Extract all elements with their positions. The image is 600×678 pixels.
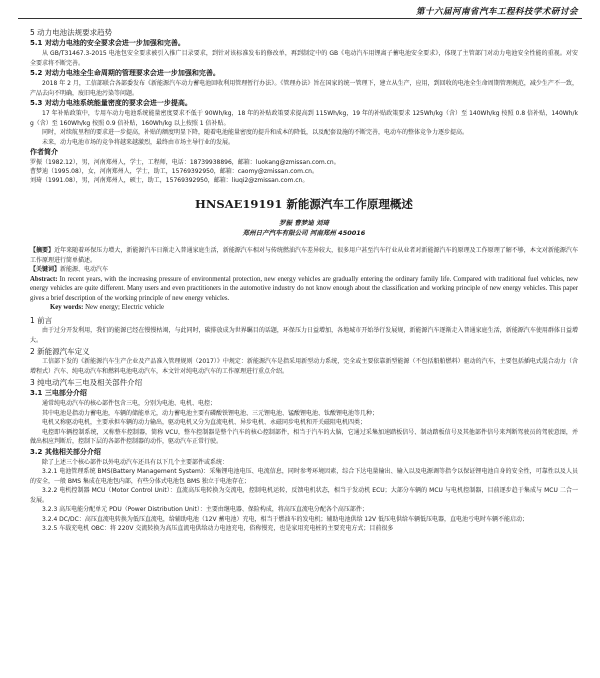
section-heading: 2 新能源汽车定义 <box>30 347 90 356</box>
paragraph: 电控即车辆控制系统，又称整车控制器，简称 VCU，整车控制器是整个汽车的核心控制部件，相当于汽车的大脑，它通过采集加速踏板信号、制动踏板信号及其他部件信号来判断驾驶员的驾驶意图，并做出相应判断后，控制下层的各部件控制器的动作，驱动汽车正常行驶。 <box>30 428 578 445</box>
running-header: 第十六届河南省汽车工程科技学术研讨会 <box>415 7 578 17</box>
abstract-en-label: Abstract: <box>30 275 58 283</box>
paragraph: 其中电池是指动力蓄电池，车辆的储能单元，动力蓄电池主要有磷酸铁锂电池、三元锂电池、锰酸锂电池、钛酸锂电池等几种； <box>42 409 379 417</box>
paragraph: 3.2.1 电池管理系统 BMS(Battery Management System)：采集锂电池电压、电流信息，同时参考环境因素，综合下达电量输出、输入以及电源调等指令以保证锂电池自身的安全性，可靠性以及人员的安全，一般 BMS 集成在电池包内部，有些分体式电池包 BMS 独立于电池存在； <box>30 468 578 485</box>
page-content <box>30 26 578 534</box>
section-heading: 3 纯电动汽车三电及相关部件介绍 <box>30 378 143 387</box>
paper-authors: 罗振 曹梦迪 刘琦 <box>278 219 330 227</box>
paper-affiliation: 郑州日产汽车有限公司 河南郑州 450016 <box>242 229 366 237</box>
author-bio: 曹梦迪（1995.08），女，河南郑州人，学士，助工，15769392950，邮箱：caomy@zmissan.com.cn。 <box>30 168 318 175</box>
section-heading: 1 前言 <box>30 316 53 325</box>
paragraph: 工信部下发的《新能源汽车生产企业及产品准入管理规则（2017）》中规定：新能源汽车是指采用新型动力系统，完全或主要依靠新型能源（不包括船舶燃料）驱动的汽车，主要包括插电式混合动力（含增程式）汽车、纯电动汽车和燃料电池电动汽车，本文针对纯电动汽车的工作原理进行重点介绍。 <box>30 358 578 375</box>
author-bio-heading: 作者简介 <box>30 148 58 156</box>
author-bio: 刘琦（1991.08），男，河南郑州人，硕士，助工，15769392950，邮箱：liuqi2@zmissan.com.cn。 <box>30 177 309 184</box>
subsection-heading: 3.2 其他相关部分介绍 <box>30 447 101 456</box>
header-rule <box>18 18 582 19</box>
paragraph: 未来，动力电池市场的竞争将越来越激烈，最终由市场主导行业的发展。 <box>42 138 235 146</box>
subsection-heading: 5.3 对动力电池系统能量密度的要求会进一步提高。 <box>30 99 192 107</box>
paragraph: 2018 年 2 月，工信部联合各部委发布《新能源汽车动力蓄电池回收利用管理暂行办法》。《管理办法》旨在国家的统一管理下，建立从生产，应用，到回收的电池全生命周期管理规范，减少生产不一致，产品去向不明确，废旧电池污染等问题。 <box>30 80 578 97</box>
paragraph: 通常纯电动汽车的核心部件包含三电，分别为电池、电机、电控； <box>42 400 217 407</box>
keywords-en <box>50 303 578 313</box>
paragraph: 3.2.3 高压电能分配单元 PDU（Power Distribution Unit）：主要由继电器、保险构成，将高压直流电分配各个高压部件； <box>42 506 368 513</box>
section-heading: 5 动力电池法规要求趋势 <box>30 28 113 37</box>
paragraph: 从 GB/T31467.3-2015 电池包安全要求被引入推广目录要求，到针对该标准发布的修改单，再到制定中的 GB《电动汽车用锂离子蓄电池安全要求》，体现了主管部门对动力电池安全性能的重视。对安全要求将不断完善。 <box>30 50 578 67</box>
paragraph: 17 年补贴政策中，专用车动力电池系统能量密度要求不低于 90Wh/kg，18 年的补贴政策要求提高到 115Wh/kg，19 年的补贴政策要求 125Wh/kg（含）至 140Wh/kg 按照 0.8 倍补贴，140Wh/kg（含）至 160Wh/kg 按照 0.9 倍补贴，160Wh/kg 以上按照 1 倍补贴。 <box>30 110 578 127</box>
paragraph: 3.2.4 DC/DC：高压直流电转换为低压直流电，给辅助电池（12V 蓄电池）充电，相当于燃油车的发电机；辅助电池供给 12V 低压电供给车辆低压电器，直电池亏电时车辆不能启动； <box>42 515 529 523</box>
keywords-en-text: New energy; Electric vehicle <box>85 304 165 311</box>
subsection-heading: 3.1 三电部分介绍 <box>30 389 87 397</box>
paragraph: 由于过分开发利用，我们的能源已经在慢慢枯竭，与此同时，碳排放成为世界瞩目的话题，环保压力日益增加，各地城市开始举行发展规，新能源汽车逐渐走入普通家庭生活，新能源汽车使用群体日益增大。 <box>30 327 578 344</box>
abstract-label: 【摘要】 <box>30 247 55 254</box>
abstract <box>30 246 578 265</box>
keywords <box>30 265 578 275</box>
paper-title: HNSAE19191 新能源汽车工作原理概述 <box>195 197 413 211</box>
paragraph: 3.2.2 电机控制器 MCU（Motor Control Unit）：直流高压电转换为交流电，控制电机运转，反馈电机状态，相当于发动机 ECU；大部分车辆的 MCU 与电机控制器，目前逐步趋于集成与 MCU 二合一发展。 <box>30 487 578 504</box>
abstract-en <box>30 275 578 304</box>
paragraph: 除了上述三个核心部件以外电动汽车还具有以下几个主要部件或系统： <box>42 458 229 466</box>
subsection-heading: 5.1 对动力电池的安全要求会进一步加强和完善。 <box>30 39 185 47</box>
keywords-label: 【关键词】 <box>30 266 61 273</box>
author-bio: 罗振（1982.12），男，河南郑州人，学士，工程师，电话：18739938896，邮箱：luokang@zmissan.com.cn。 <box>30 159 340 166</box>
abstract-text: 近年来随着环保压力增大，新能源汽车日渐走入普通家庭生活，新能源汽车相对与传统燃油汽车差异较大，很多用户甚至汽车行业从业者对新能源汽车的原理及工作原理了解不够，本文对新能源汽车工作原理进行简单描述。 <box>30 247 578 264</box>
keywords-en-label: Key words: <box>50 304 84 311</box>
paragraph: 电机又称驱动电机，主要承担车辆的动力输出，驱动电机又分为直流电机、异步电机、永磁同步电机和开关磁阻电机四类； <box>42 419 367 426</box>
paragraph: 3.2.5 车载充电机 OBC：将 220V 交流转换为高压直流电供给动力电池充电，俗称慢充，也是家用充电桩的主要充电方式；目前很多 <box>42 525 394 532</box>
abstract-en-text: In recent years, with the increasing pressure of environmental protection, new energy vehicles are gradually entering the ordinary family life. Compared with traditional fuel vehicles, new energy vehicles are quite different. Many users and even practitioners in the automotive industry do not know enough about the classification and working principle of new energy vehicles. This paper gives a brief description of the working principle of new energy vehicles. <box>30 275 578 302</box>
subsection-heading: 5.2 对动力电池全生命周期的管理要求会进一步加强和完善。 <box>30 69 220 77</box>
keywords-text: 新能源、电动汽车 <box>60 266 109 273</box>
paragraph: 同时，对续航里程的要求进一步提高，补贴的额度明显下降，随着电池能量密度的提升和成本的降低，以及配套设施的不断完善，电动车的整体竞争力逐步提高。 <box>42 129 469 136</box>
